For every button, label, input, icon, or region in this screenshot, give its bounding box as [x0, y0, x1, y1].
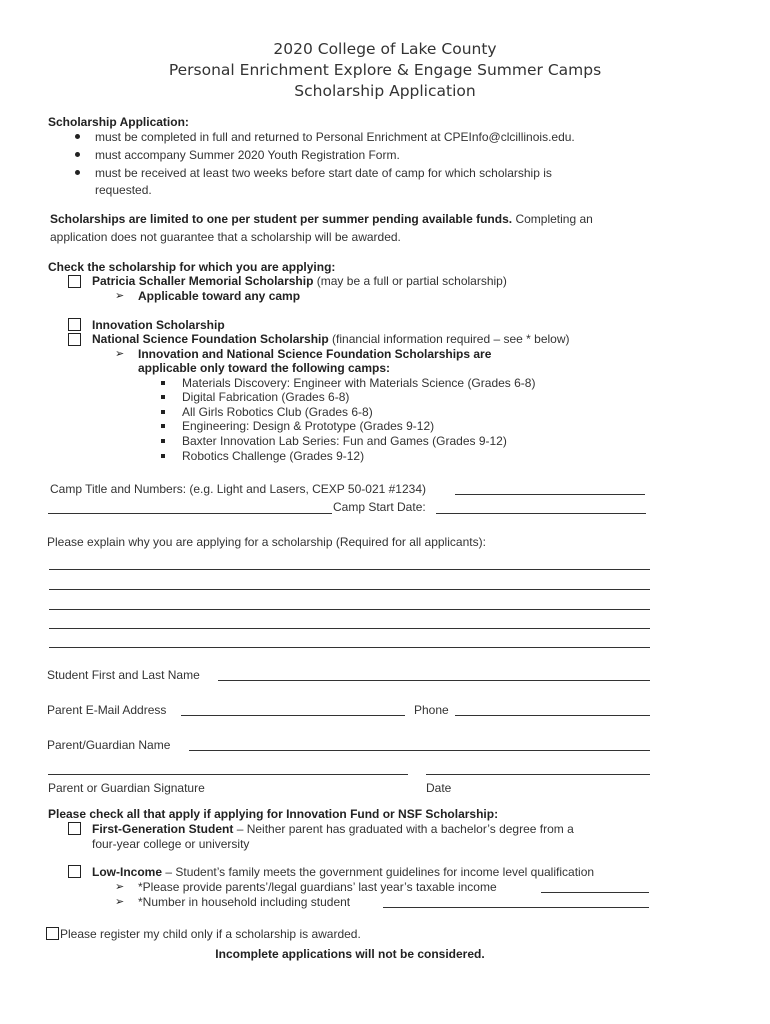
- register-only-label: Please register my child only if a scholarship is awarded.: [60, 927, 361, 941]
- taxable-income-field[interactable]: [541, 892, 649, 893]
- arrow-bullet-icon: ➢: [115, 348, 125, 360]
- camp-title-label: Camp Title and Numbers: (e.g. Light and Lasers, CEXP 50-021 #1234): [50, 482, 426, 496]
- signature-field[interactable]: [48, 774, 408, 775]
- innovation-fund-heading: Please check all that apply if applying for Innovation Fund or NSF Scholarship:: [48, 807, 499, 821]
- date-field[interactable]: [426, 774, 650, 775]
- camp-list-item: Materials Discovery: Engineer with Materials Science (Grades 6-8): [182, 376, 536, 390]
- explain-answer-line[interactable]: [49, 609, 650, 610]
- camp-start-label: Camp Start Date:: [333, 500, 426, 514]
- square-bullet: [161, 381, 165, 385]
- household-count-label: *Number in household including student: [138, 895, 351, 909]
- first-generation-desc-line2: four-year college or university: [92, 837, 250, 851]
- patricia-scholarship-name: Patricia Schaller Memorial Scholarship: [92, 274, 314, 288]
- arrow-bullet-icon: ➢: [115, 881, 125, 893]
- intro-bullet-continued: requested.: [95, 183, 152, 197]
- camp-list-item: Baxter Innovation Lab Series: Fun and Games (Grades 9-12): [182, 434, 507, 448]
- parent-email-label: Parent E-Mail Address: [47, 703, 167, 717]
- patricia-scholarship-note: (may be a full or partial scholarship): [316, 274, 507, 288]
- document-form-name: Scholarship Application: [294, 82, 476, 100]
- checkbox-innovation-scholarship[interactable]: [68, 318, 81, 331]
- guardian-name-field[interactable]: [189, 750, 650, 751]
- checkbox-first-generation[interactable]: [68, 822, 81, 835]
- limit-notice-line2: application does not guarantee that a scholarship will be awarded.: [50, 230, 401, 244]
- explain-label: Please explain why you are applying for a scholarship (Required for all applicants):: [47, 535, 486, 549]
- intro-bullet: must be completed in full and returned to Personal Enrichment at CPEInfo@clcillinois.edu.: [95, 130, 575, 144]
- intro-bullet: must be received at least two weeks before start date of camp for which scholarship is: [95, 166, 552, 180]
- signature-label: Parent or Guardian Signature: [48, 781, 205, 795]
- student-name-field[interactable]: [218, 680, 650, 681]
- checkbox-low-income[interactable]: [68, 865, 81, 878]
- bullet-dot: [75, 152, 80, 157]
- explain-answer-line[interactable]: [49, 589, 650, 590]
- camp-title-field-continued[interactable]: [48, 513, 332, 514]
- explain-answer-line[interactable]: [49, 569, 650, 570]
- camp-list-item: Robotics Challenge (Grades 9-12): [182, 449, 365, 463]
- taxable-income-label: *Please provide parents’/legal guardians’ last year’s taxable income: [138, 880, 497, 894]
- scholarship-heading: Check the scholarship for which you are applying:: [48, 260, 336, 274]
- square-bullet: [161, 439, 165, 443]
- low-income-bold: Low-Income: [92, 865, 163, 879]
- intro-heading: Scholarship Application:: [48, 115, 189, 129]
- square-bullet: [161, 395, 165, 399]
- document-subtitle: Personal Enrichment Explore & Engage Summer Camps: [168, 61, 602, 79]
- nsf-scholarship-name: National Science Foundation Scholarship: [92, 332, 329, 346]
- intro-bullet: must accompany Summer 2020 Youth Registration Form.: [95, 148, 400, 162]
- square-bullet: [161, 424, 165, 428]
- first-generation-label: [92, 822, 574, 837]
- square-bullet: [161, 454, 165, 458]
- checkbox-register-if-awarded[interactable]: [46, 927, 59, 940]
- household-count-field[interactable]: [383, 907, 649, 908]
- incomplete-notice: Incomplete applications will not be considered.: [215, 947, 485, 961]
- camp-list-item: Digital Fabrication (Grades 6-8): [182, 390, 350, 404]
- patricia-applicable: Applicable toward any camp: [138, 289, 301, 303]
- phone-label: Phone: [414, 703, 449, 717]
- limit-notice: [50, 212, 593, 227]
- explain-answer-line[interactable]: [49, 628, 650, 629]
- nsf-scholarship-label: [92, 332, 570, 347]
- camp-list-item: Engineering: Design & Prototype (Grades 9-12): [182, 419, 435, 433]
- limit-notice-rest: Completing an: [515, 212, 593, 226]
- square-bullet: [161, 410, 165, 414]
- guardian-name-label: Parent/Guardian Name: [47, 738, 171, 752]
- checkbox-patricia-scholarship[interactable]: [68, 275, 81, 288]
- date-label: Date: [426, 781, 452, 795]
- low-income-label: [92, 865, 594, 880]
- arrow-bullet-icon: ➢: [115, 896, 125, 908]
- arrow-bullet-icon: ➢: [115, 290, 125, 302]
- nsf-scholarship-note: (financial information required – see * below): [332, 332, 570, 346]
- nsf-applicable-line1: Innovation and National Science Foundation Scholarships are: [138, 347, 492, 361]
- first-generation-bold: First-Generation Student: [92, 822, 234, 836]
- explain-answer-line[interactable]: [49, 647, 650, 648]
- checkbox-nsf-scholarship[interactable]: [68, 333, 81, 346]
- student-name-label: Student First and Last Name: [47, 668, 200, 682]
- phone-field[interactable]: [455, 715, 650, 716]
- camp-start-date-field[interactable]: [436, 513, 646, 514]
- document-title: 2020 College of Lake County: [273, 40, 497, 58]
- camp-list-item: All Girls Robotics Club (Grades 6-8): [182, 405, 373, 419]
- bullet-dot: [75, 134, 80, 139]
- patricia-scholarship-label: [92, 274, 507, 289]
- first-generation-desc: – Neither parent has graduated with a bachelor’s degree from a: [236, 822, 574, 836]
- camp-title-field[interactable]: [455, 494, 645, 495]
- innovation-scholarship-label: Innovation Scholarship: [92, 318, 225, 332]
- nsf-applicable-line2: applicable only toward the following camps:: [138, 361, 391, 375]
- low-income-desc: – Student’s family meets the government guidelines for income level qualification: [165, 865, 595, 879]
- parent-email-field[interactable]: [181, 715, 405, 716]
- bullet-dot: [75, 170, 80, 175]
- limit-notice-bold: Scholarships are limited to one per student per summer pending available funds.: [50, 212, 513, 226]
